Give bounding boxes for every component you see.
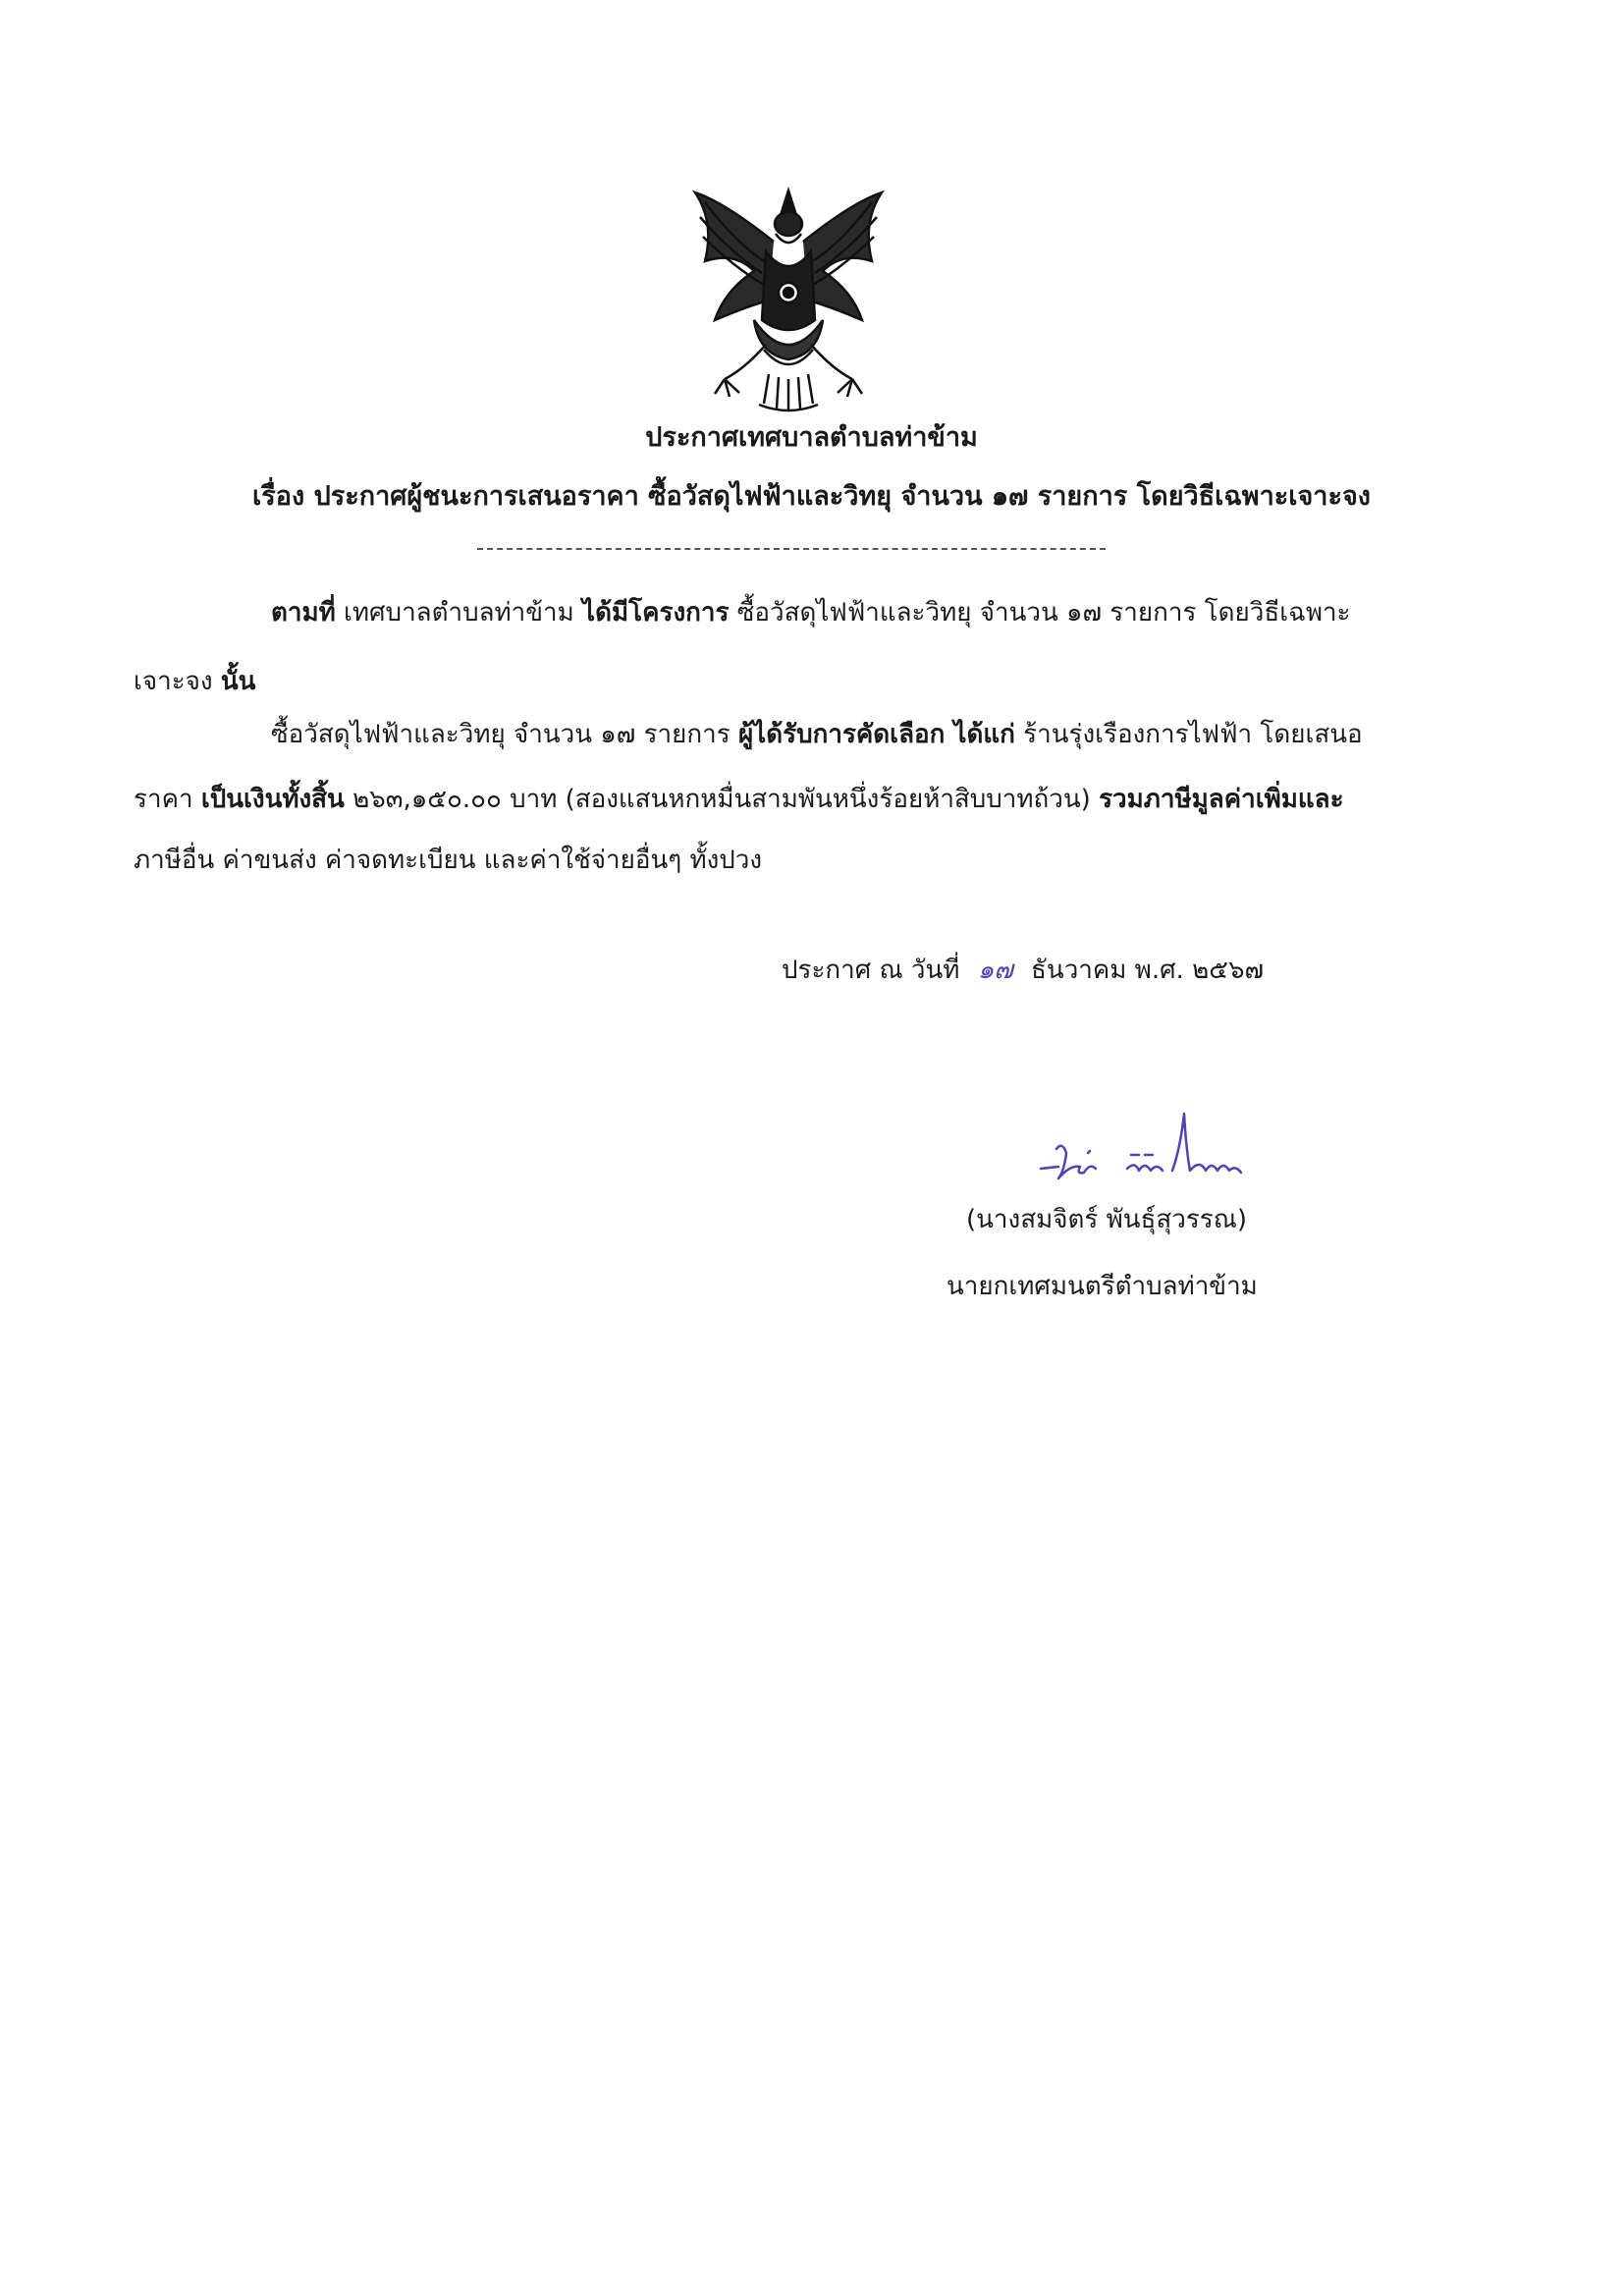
paragraph-2-winner: ร้านรุ่งเรืองการไฟฟ้า โดยเสนอ [1014,720,1363,749]
paragraph-2-line-3 [134,841,1400,880]
paragraph-1-continuation: เจาะจง [134,667,221,696]
paragraph-2-line-1 [271,715,1538,754]
announcement-date [782,951,1264,990]
date-prefix: ประกาศ ณ วันที่ [782,956,960,985]
date-day: ๑๗ [977,956,1013,985]
date-suffix: ธันวาคม พ.ศ. ๒๕๖๗ [1031,956,1264,985]
paragraph-2-item: ซื้อวัสดุไฟฟ้าและวิทยุ จำนวน ๑๗ รายการ [271,720,738,749]
paragraph-2-total-label: เป็นเงินทั้งสิ้น [200,785,345,814]
paragraph-2-fees: ภาษีอื่น ค่าขนส่ง ค่าจดทะเบียน และค่าใช้จ่ายอื่นๆ ทั้งปวง [134,846,763,875]
dashed-divider [477,548,1106,550]
paragraph-1-project-label: ได้มีโครงการ [582,598,730,628]
paragraph-1-lead: ตามที่ [271,598,336,628]
paragraph-2-line-2 [134,780,1400,819]
document-title: ประกาศเทศบาลตำบลท่าข้าม [645,422,978,453]
signature-icon [1037,1110,1272,1208]
signer-position: นายกเทศมนตรีตำบลท่าข้าม [947,1272,1258,1301]
signer-name: (นางสมจิตร์ พันธุ์สุวรรณ) [966,1205,1248,1234]
paragraph-1-end: นั้น [220,667,256,696]
garuda-emblem-icon [685,183,892,418]
paragraph-1-org: เทศบาลตำบลท่าข้าม [335,598,583,628]
paragraph-1-line-2 [134,662,1400,701]
paragraph-2-winner-label: ผู้ได้รับการคัดเลือก ได้แก่ [737,720,1015,749]
document-subject: เรื่อง ประกาศผู้ชนะการเสนอราคา ซื้อวัสดุไฟฟ้าและวิทยุ จำนวน ๑๗ รายการ โดยวิธีเฉพาะเจาะจง [252,481,1371,512]
paragraph-2-price-label: ราคา [134,785,201,814]
paragraph-1-project: ซื้อวัสดุไฟฟ้าและวิทยุ จำนวน ๑๗ รายการ โดยวิธีเฉพาะ [729,598,1351,628]
paragraph-1-line-1 [271,593,1538,632]
paragraph-2-vat-label: รวมภาษีมูลค่าเพิ่มและ [1099,785,1344,814]
paragraph-2-amount: ๒๖๓,๑๕๐.๐๐ บาท (สองแสนหกหมื่นสามพันหนึ่งร้อยห้าสิบบาทถ้วน) [344,785,1100,814]
